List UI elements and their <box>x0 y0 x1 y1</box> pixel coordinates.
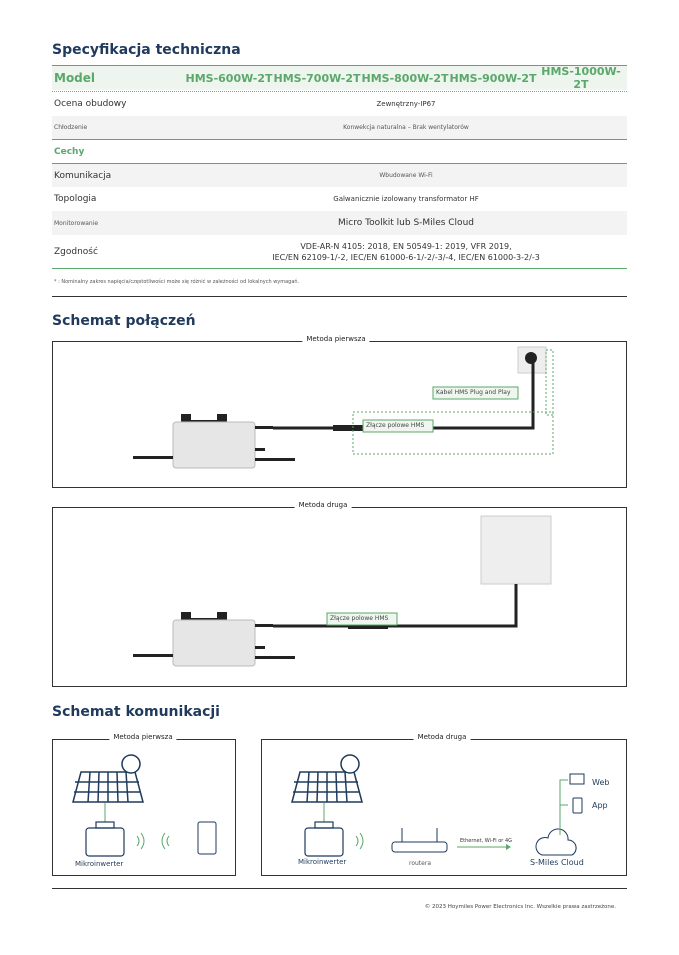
row-label: Topologia <box>54 194 97 204</box>
connection-title: Schemat połączeń <box>52 313 196 329</box>
router-icon <box>392 828 447 852</box>
connection-method-2 <box>52 501 627 687</box>
row-label: Zgodność <box>54 246 98 257</box>
phone-icon <box>198 822 216 854</box>
cloud-icon <box>536 829 576 855</box>
method-label: Metoda druga <box>295 501 352 509</box>
app-label: App <box>592 801 608 810</box>
table-header <box>52 66 627 90</box>
row-value: Zewnętrzny-IP67 <box>376 100 436 108</box>
app-phone-icon <box>573 798 582 813</box>
header-model-5: HMS-1000W-2T <box>541 65 621 91</box>
cable-label: Kabel HMS Plug and Play <box>436 389 511 396</box>
row-value: Konwekcja naturalna – Brak wentylatorów <box>343 124 469 131</box>
inverter-label: Mikroinwerter <box>298 858 347 866</box>
communication-title: Schemat komunikacji <box>52 704 220 720</box>
connector-label: Złącze polowe HMS <box>366 422 425 429</box>
inverter-label: Mikroinwerter <box>75 860 124 868</box>
microinverter-icon <box>305 822 343 856</box>
communication-method-1 <box>52 733 236 876</box>
section-cechy <box>52 140 627 163</box>
wifi-signal-icon <box>137 833 169 849</box>
microinverter-image <box>133 612 295 666</box>
spec-title: Specyfikacja techniczna <box>52 42 241 58</box>
table-row <box>52 235 627 268</box>
web-label: Web <box>592 778 610 787</box>
row-value: Wbudowane Wi-Fi <box>379 172 433 179</box>
solar-panel-icon <box>292 755 362 802</box>
row-label: Ocena obudowy <box>54 99 127 109</box>
row-label: Monitorowanie <box>54 219 99 227</box>
row-value: VDE-AR-N 4105: 2018, EN 50549-1: 2019, VFR 2019, <box>300 241 512 251</box>
method-label: Metoda druga <box>414 733 471 741</box>
row-value-2: IEC/EN 62109-1/-2, IEC/EN 61000-6-1/-2/-3/-4, IEC/EN 61000-3-2/-3 <box>272 252 540 262</box>
table-row <box>52 92 627 116</box>
connection-method-1 <box>52 335 627 488</box>
row-label: Chłodzenie <box>54 124 88 131</box>
comm-diagram-1 <box>53 740 237 877</box>
footnote: * : Nominalny zakres napięcia/częstotliwości może się różnić w zależności od lokalnych wymagań. <box>54 279 300 285</box>
header-model-1: HMS-600W-2T <box>185 71 273 85</box>
header-model: Model <box>54 71 96 85</box>
row-value: Galwanicznie izolowany transformator HF <box>333 195 479 203</box>
monitor-icon <box>570 774 584 784</box>
cloud-label: S-Miles Cloud <box>530 858 584 867</box>
copyright: © 2023 Hoymiles Power Electronics Inc. Wszelkie prawa zastrzeżone. <box>424 904 616 910</box>
method-label: Metoda pierwsza <box>109 733 176 741</box>
distribution-box-image <box>481 516 551 584</box>
link-label: Ethernet, Wi-Fi or 4G <box>460 838 512 844</box>
header-model-2: HMS-700W-2T <box>273 71 361 85</box>
connection-diagram-2 <box>53 508 628 688</box>
microinverter-icon <box>86 822 124 856</box>
connector-label: Złącze polowe HMS <box>330 615 389 622</box>
solar-panel-icon <box>73 755 143 802</box>
table-row <box>52 187 627 211</box>
wifi-signal-icon <box>356 833 363 849</box>
section-label: Cechy <box>54 146 85 157</box>
table-row <box>52 116 627 139</box>
table-row <box>52 211 627 235</box>
comm-diagram-2 <box>262 740 628 877</box>
connection-diagram-1 <box>53 342 628 489</box>
row-label: Komunikacja <box>54 170 112 181</box>
row-value: Micro Toolkit lub S-Miles Cloud <box>338 218 474 228</box>
header-model-3: HMS-800W-2T <box>361 71 449 85</box>
communication-method-2 <box>261 733 627 876</box>
microinverter-image <box>133 414 295 468</box>
header-model-4: HMS-900W-2T <box>449 71 537 85</box>
socket-icon <box>525 352 537 364</box>
method-label: Metoda pierwsza <box>302 335 369 343</box>
table-row <box>52 164 627 187</box>
router-label: routera <box>409 860 431 867</box>
